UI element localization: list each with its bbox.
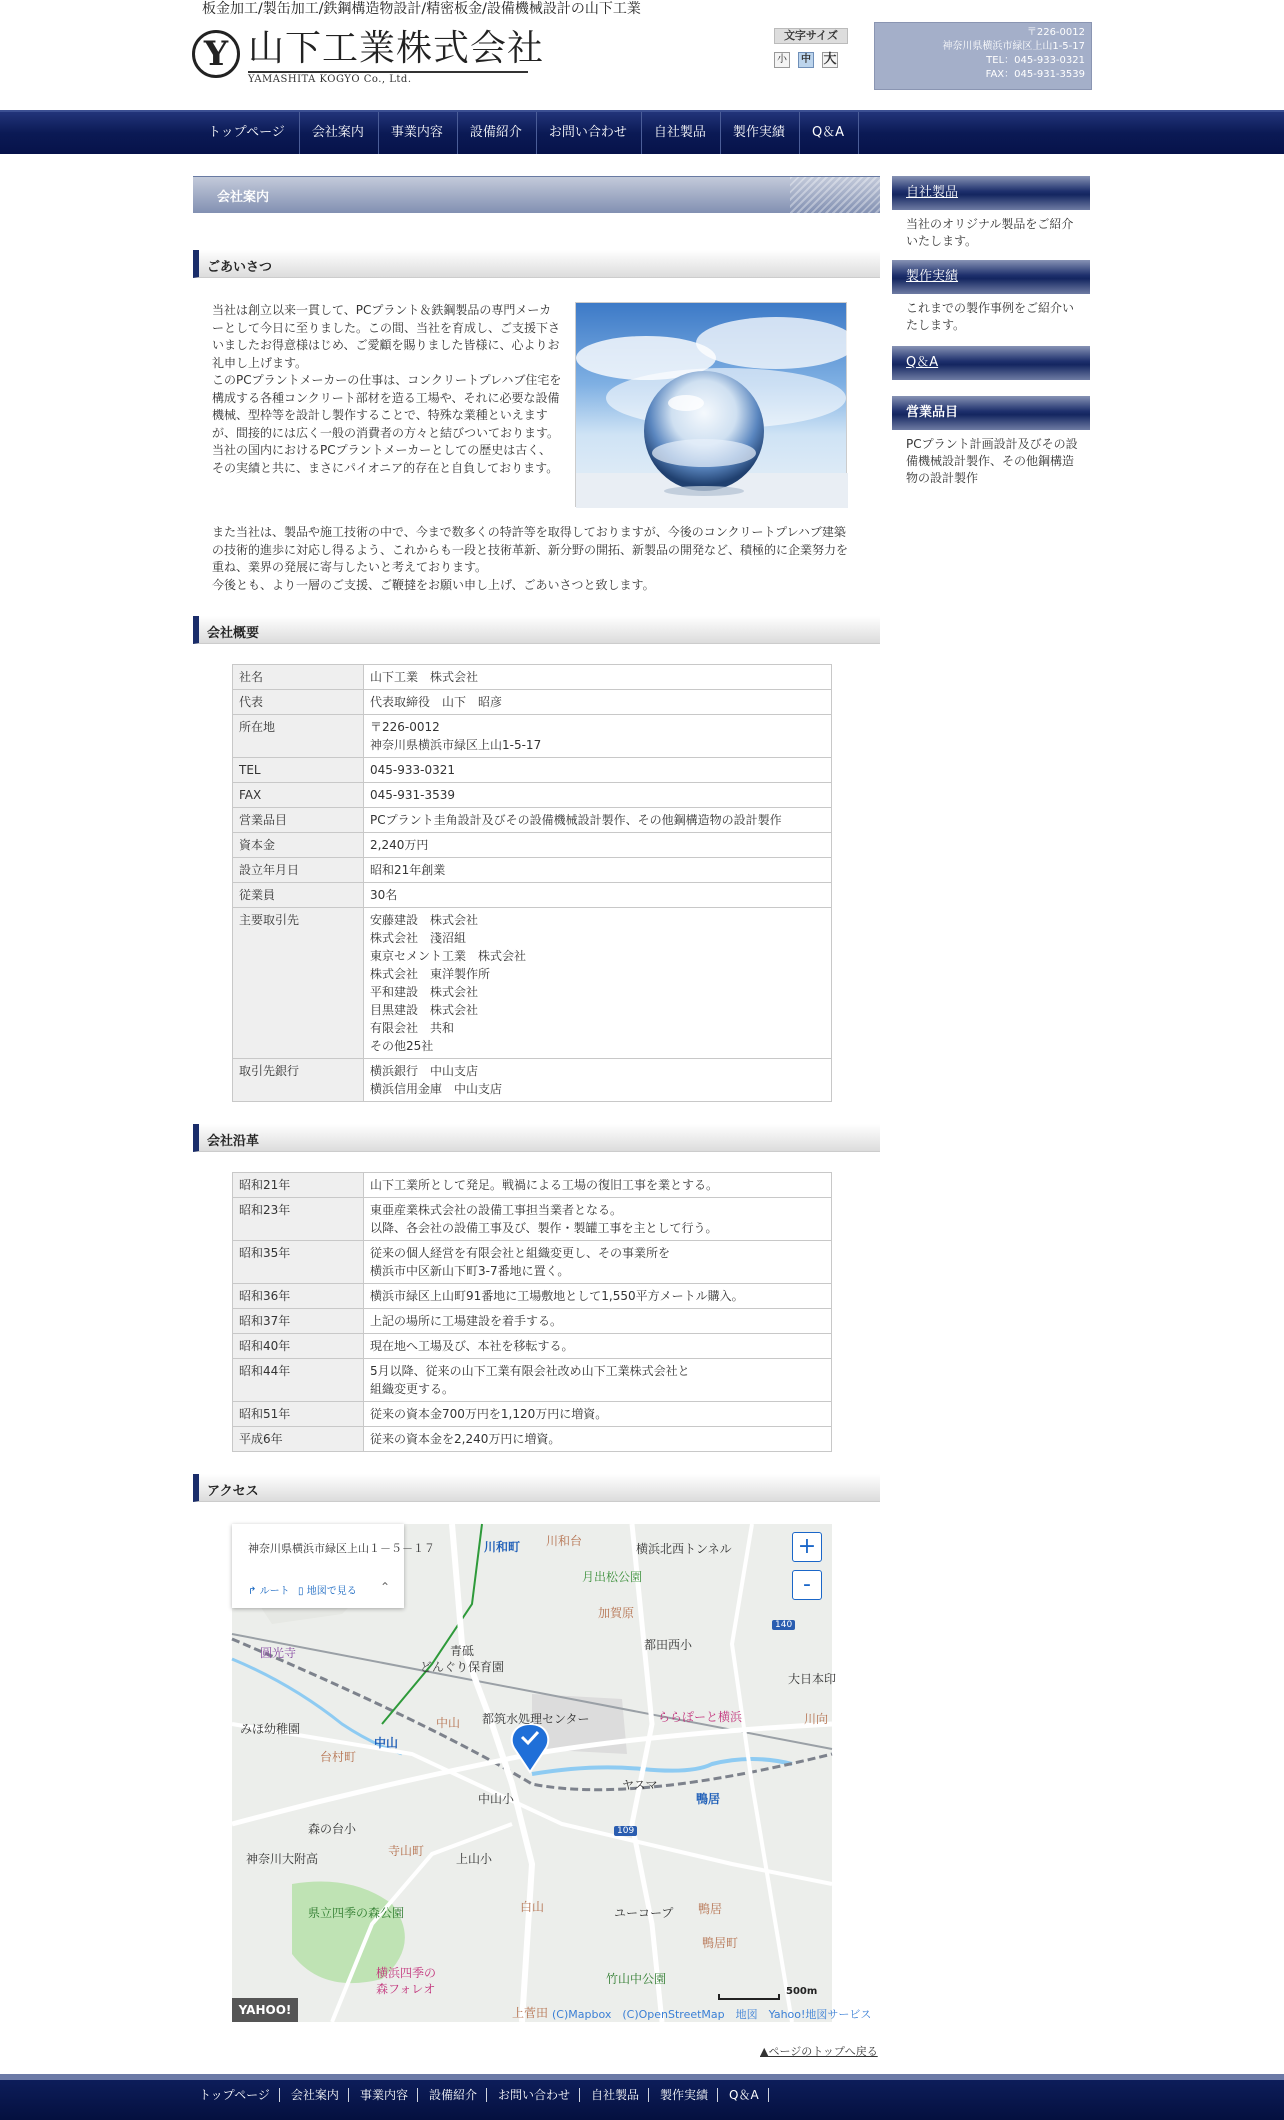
table-row [233,715,832,758]
table-cell-value: 東亜産業株式会社の設備工事担当業者となる。 以降、各会社の設備工事及び、製作・製罐工事を主として行う。 [364,1198,832,1241]
sidebar-works-desc: これまでの製作事例をご紹介いたします。 [906,301,1075,332]
table-cell-value: 上記の場所に工場建設を着手する。 [364,1309,832,1334]
map-label: ユーコープ [614,1906,674,1920]
footer-link-equipment[interactable]: 設備紹介 [426,2088,487,2102]
footer-link-top[interactable]: トップページ [196,2088,280,2102]
table-row [233,883,832,908]
map-view-link[interactable] [298,1582,357,1597]
logo-mark: Y [192,30,240,78]
table-cell-value: 代表取締役 山下 昭彦 [364,690,832,715]
table-cell-label: 昭和36年 [233,1284,364,1309]
table-row [233,1173,832,1198]
table-cell-label: 営業品目 [233,808,364,833]
font-size-small-button[interactable]: 小 [774,52,790,68]
nav-item-products[interactable]: 自社製品 [642,112,721,154]
sidebar-item-products [892,176,1090,258]
map-view-label: 地図で見る [306,1586,357,1597]
table-cell-label: 昭和23年 [233,1198,364,1241]
global-nav [0,110,1284,154]
sidebar-item-qa [892,346,1090,382]
map-label: 台村町 [320,1750,357,1764]
map-route-shield: 109 [614,1826,637,1836]
font-size-medium-button[interactable]: 中 [798,52,814,68]
map-label: 横浜四季の [376,1966,437,1980]
section-heading-text: アクセス [207,1484,259,1499]
table-row [233,1198,832,1241]
sidebar-business-items-desc: PCプラント計画設計及びその設備機械設計製作、その他鋼構造物の設計製作 [906,437,1078,485]
map-label: 上山小 [456,1852,493,1866]
page-title-decoration [790,177,880,213]
map-label: 森フォレオ [376,1982,436,1996]
table-cell-value: 山下工業所として発足。戦禍による工場の復旧工事を業とする。 [364,1173,832,1198]
table-cell-label: 従業員 [233,883,364,908]
table-cell-value: 昭和21年創業 [364,858,832,883]
map-label: 横浜北西トンネル [636,1542,732,1556]
sidebar-products-link[interactable]: 自社製品 [892,176,1090,210]
greeting-paragraph-2: また当社は、製品や施工技術の中で、今まで数多くの特許等を取得しておりますが、今後のコンクリートプレハブ建築の技術的進歩に対応し得るよう、これからも一段と技術革新、新分野の開拓、新製品の開発など、積極的に企業努力を重ね、業界の発展に寄与したいと考えております。 今後とも、より一層のご支援、ご鞭撻をお願い申し上げ、ごあいさつと致します。 [212,525,849,592]
map-scale-bar [718,1994,780,2000]
sidebar-qa-link[interactable]: Q＆A [892,346,1090,380]
table-cell-label: 昭和51年 [233,1402,364,1427]
section-heading-text: 会社沿革 [207,1134,260,1149]
nav-item-qa[interactable]: Q＆A [800,112,859,154]
map-label: 県立四季の森公園 [308,1906,405,1920]
map-label: 中山小 [478,1792,515,1806]
contact-info-box [874,22,1092,90]
section-heading-text: ごあいさつ [207,260,273,275]
contact-tel: TEL：045-933-0321 [986,55,1085,66]
nav-item-top[interactable]: トップページ [196,112,300,154]
section-heading-access [193,1474,880,1502]
font-size-large-button[interactable]: 大 [823,52,837,67]
site-logo[interactable] [192,28,545,86]
section-heading-overview [193,616,880,644]
table-cell-value: 従来の資本金700万円を1,120万円に増資。 [364,1402,832,1427]
sidebar-item-works [892,260,1090,342]
map-label: 寺山町 [388,1844,425,1858]
table-cell-value: 従来の資本金を2,240万円に増資。 [364,1427,832,1452]
section-heading-greeting [193,250,880,278]
font-size-label: 文字サイズ [774,28,848,44]
table-cell-label: 昭和40年 [233,1334,364,1359]
table-row [233,808,832,833]
table-row [233,1241,832,1284]
map-zoom-out-button[interactable]: - [792,1570,822,1600]
table-cell-value: 〒226-0012 神奈川県横浜市緑区上山1-5-17 [364,715,832,758]
table-row [233,1402,832,1427]
logo-company-name-en: YAMASHITA KOGYO Co., Ltd. [248,74,412,85]
nav-item-works[interactable]: 製作実績 [721,112,800,154]
map-label: 鴨居 [696,1792,721,1806]
map-book-icon: ▯ [298,1586,304,1597]
table-row [233,1284,832,1309]
map-card-address: 神奈川県横浜市緑区上山１－５－１７ [248,1542,435,1555]
footer-link-works[interactable]: 製作実績 [657,2088,718,2102]
table-row [233,1427,832,1452]
table-cell-label: TEL [233,758,364,783]
nav-item-company[interactable]: 会社案内 [300,112,379,154]
nav-item-equipment[interactable]: 設備紹介 [458,112,537,154]
table-cell-value: PCプラント圭角設計及びその設備機械設計製作、その他鋼構造物の設計製作 [364,808,832,833]
map-route-label: ルート [259,1586,290,1597]
map-label: 川向 [804,1712,829,1726]
table-cell-label: 代表 [233,690,364,715]
map-label: 森の台小 [308,1822,357,1836]
footer-link-business[interactable]: 事業内容 [357,2088,418,2102]
map-label: 白山 [520,1900,545,1914]
table-row [233,758,832,783]
table-row [233,1059,832,1102]
map-label: 川和台 [546,1534,583,1548]
table-cell-label: 昭和35年 [233,1241,364,1284]
table-row [233,665,832,690]
sidebar-products-desc: 当社のオリジナル製品をご紹介いたします。 [906,217,1074,248]
table-cell-label: 所在地 [233,715,364,758]
table-cell-value: 横浜銀行 中山支店 横浜信用金庫 中山支店 [364,1059,832,1102]
nav-item-contact[interactable]: お問い合わせ [537,112,642,154]
map-zoom-in-button[interactable]: + [792,1532,822,1562]
table-row [233,1359,832,1402]
table-cell-label: 取引先銀行 [233,1059,364,1102]
map-label: 月出松公園 [582,1570,643,1584]
map-info-card [232,1524,435,1608]
chevron-up-icon[interactable]: ⌃ [380,1580,391,1594]
table-cell-label: 昭和21年 [233,1173,364,1198]
table-row [233,1334,832,1359]
table-cell-value: 5月以降、従来の山下工業有限会社改め山下工業株式会社と 組織変更する。 [364,1359,832,1402]
footer-link-products[interactable]: 自社製品 [588,2088,649,2102]
map-label: 川和町 [484,1540,521,1554]
contact-address: 神奈川県横浜市緑区上山1-5-17 [942,41,1085,52]
footer-link-qa[interactable]: Q＆A [726,2088,769,2102]
table-row [233,1309,832,1334]
yahoo-logo[interactable]: YAHOO! [232,1998,298,2022]
map-route-shield: 140 [772,1620,795,1630]
sidebar-business-items-title: 営業品目 [892,396,1090,430]
access-map[interactable] [232,1524,872,2022]
table-cell-label: 資本金 [233,833,364,858]
logo-company-name: 山下工業株式会社 [248,28,545,69]
table-cell-label: FAX [233,783,364,808]
table-cell-value: 山下工業 株式会社 [364,665,832,690]
table-cell-value: 従来の個人経営を有限会社と組織変更し、その事業所を 横浜市中区新山下町3-7番地に置く。 [364,1241,832,1284]
table-cell-value: 現在地へ工場及び、本社を移転する。 [364,1334,832,1359]
map-label: 大日本印 [788,1672,837,1686]
map-route-link[interactable] [248,1582,290,1597]
footer-link-contact[interactable]: お問い合わせ [495,2088,580,2102]
back-to-top-link[interactable]: ▲ページのトップへ戻る [760,2045,878,2058]
table-cell-label: 社名 [233,665,364,690]
footer-link-company[interactable]: 会社案内 [288,2088,349,2102]
table-cell-label: 昭和44年 [233,1359,364,1402]
table-cell-value: 045-931-3539 [364,783,832,808]
map-label: みほ幼稚園 [240,1722,301,1736]
logo-divider [248,71,528,73]
company-overview-table [232,664,832,1102]
map-label: 神奈川大附高 [246,1852,319,1866]
map-label: どんぐり保育園 [420,1660,505,1674]
map-label: ららぽーと横浜 [658,1710,743,1724]
route-arrow-icon: ↱ [248,1586,257,1597]
table-cell-value: 045-933-0321 [364,758,832,783]
table-row [233,908,832,1059]
map-label: 青砥 [450,1644,475,1658]
map-label: 加賀原 [598,1606,635,1620]
sidebar-works-link[interactable]: 製作実績 [892,260,1090,294]
map-label: 竹山中公園 [606,1972,667,1986]
table-cell-label: 昭和37年 [233,1309,364,1334]
contact-fax: FAX：045-931-3539 [985,69,1085,80]
page-title-bar [193,176,880,213]
greeting-paragraph-1: 当社は創立以来一貫して、PCプラント＆鉄鋼製品の専門メーカーとして今日に至りました。この間、当社を育成し、ご支援下さいましたお得意様はじめ、ご愛顧を賜りました皆様に、心よりお礼申し上げます。 このPCプラントメーカーの仕事は、コンクリートプレハブ住宅を構成する各種コンクリート部材を造る工場や、それに必要な設備機械、型枠等を設計し製作することで、特殊な業種といえますが、間接的には広く一般の消費者の方々と結びついております。 当社の国内におけるPCプラントメーカーとしての歴史は古く、その実績と共に、まさにパイオニア的存在と自負しております。 [212,303,562,475]
table-cell-value: 30名 [364,883,832,908]
table-row [233,783,832,808]
map-label: 鴨居 [698,1902,723,1916]
table-row [233,833,832,858]
footer-nav [0,2080,1284,2120]
nav-item-business[interactable]: 事業内容 [379,112,458,154]
section-heading-history [193,1124,880,1152]
table-cell-value: 安藤建設 株式会社 株式会社 淺沼組 東京セメント工業 株式会社 株式会社 東洋製作所 平和建設 株式会社 目黒建設 株式会社 有限会社 共和 その他25社 [364,908,832,1059]
map-label: 圓光寺 [260,1646,297,1660]
map-label: 上菅田 [512,2006,549,2020]
map-credit[interactable]: (C)Mapbox (C)OpenStreetMap 地図 Yahoo!地図サービス [552,2008,872,2021]
table-cell-value: 横浜市緑区上山町91番地に工場敷地として1,550平方メートル購入。 [364,1284,832,1309]
table-cell-label: 平成6年 [233,1427,364,1452]
table-row [233,690,832,715]
map-label: 鴨居町 [702,1936,739,1950]
map-label: 中山 [374,1736,399,1750]
table-cell-label: 設立年月日 [233,858,364,883]
contact-postal: 〒226-0012 [1026,27,1085,38]
map-label: 都田西小 [644,1638,693,1652]
map-label: ヤスマ [622,1778,658,1792]
table-cell-label: 主要取引先 [233,908,364,1059]
map-label: 都筑水処理センター [482,1712,590,1726]
company-history-table [232,1172,832,1452]
crystal-ball-photo [575,302,847,507]
site-tagline: 板金加工/製缶加工/鉄鋼構造物設計/精密板金/設備機械設計の山下工業 [202,1,641,17]
table-cell-value: 2,240万円 [364,833,832,858]
map-scale-label: 500m [786,1986,818,1997]
table-row [233,858,832,883]
map-label: 中山 [436,1716,461,1730]
sidebar-item-business-items [892,396,1090,496]
section-heading-text: 会社概要 [207,626,260,641]
page-title: 会社案内 [217,190,270,205]
